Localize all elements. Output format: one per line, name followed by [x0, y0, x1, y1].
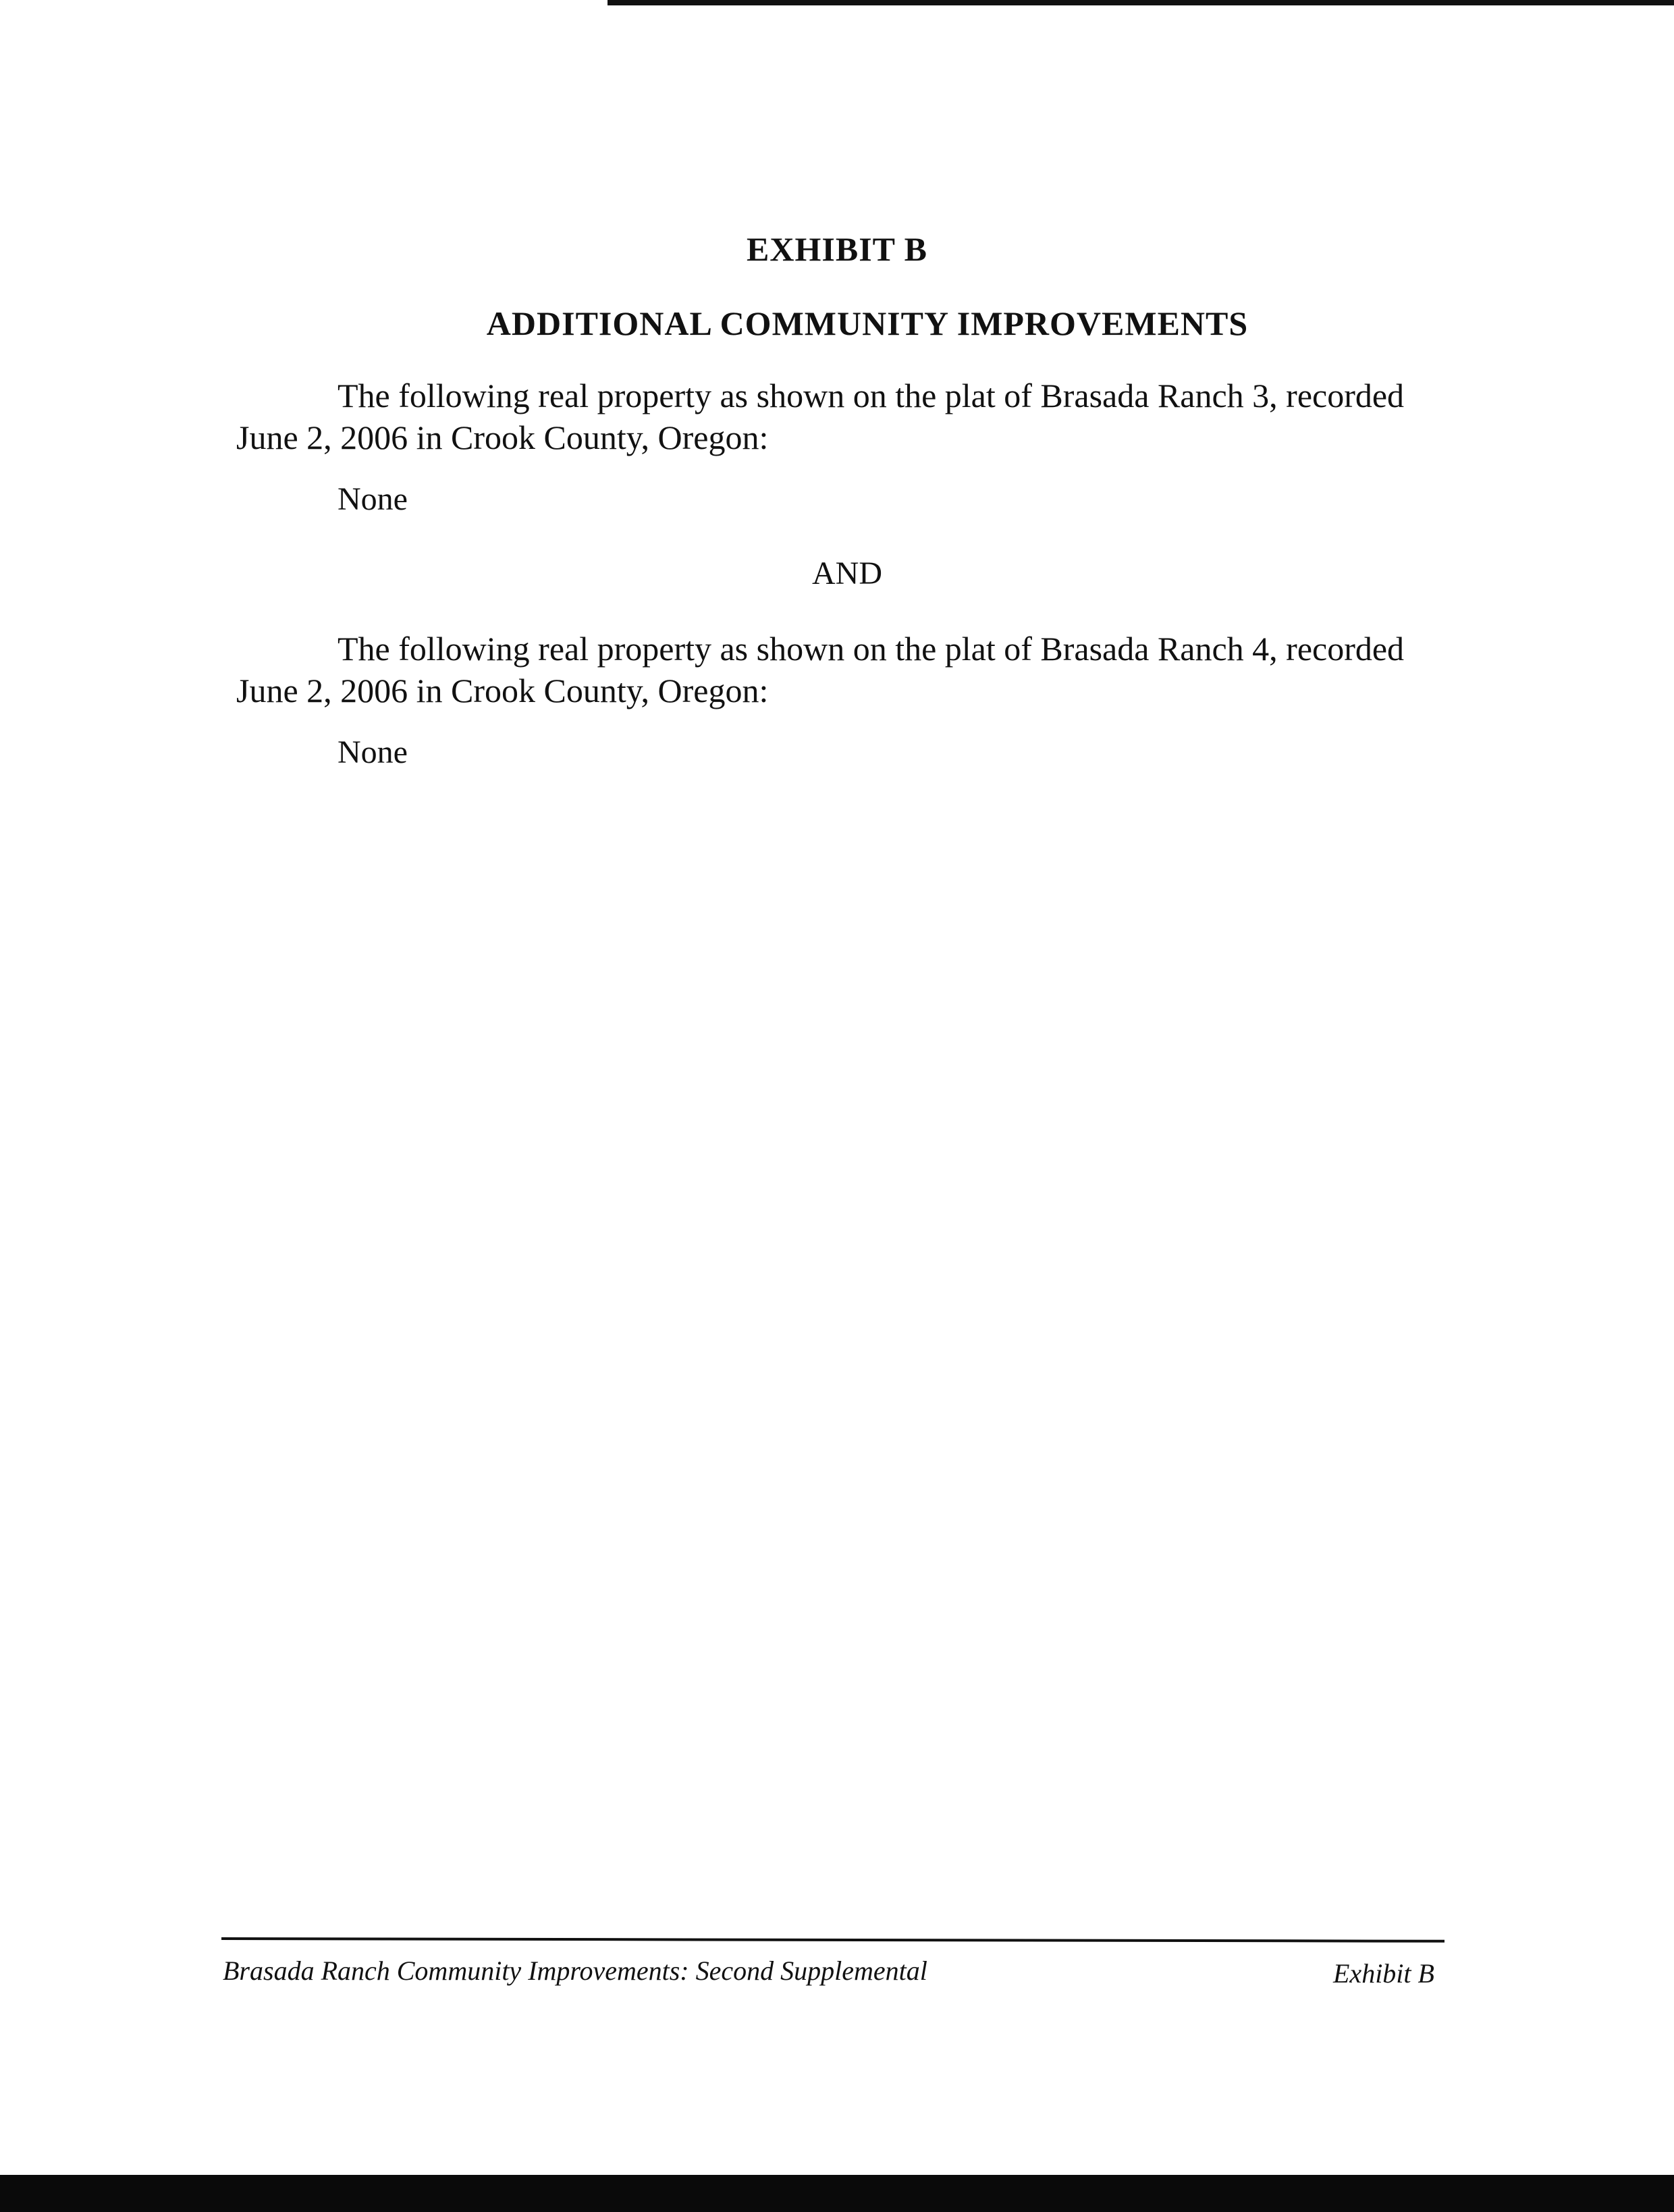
value-none-ranch-3: None [338, 481, 408, 517]
paragraph-brasada-ranch-3 [236, 375, 1424, 458]
footer-document-title: Brasada Ranch Community Improvements: Second Supplemental [223, 1955, 927, 1986]
paragraph-text: The following real property as shown on the plat of Brasada Ranch 3, recorded June 2, 2006 in Crook County, Oregon: [236, 377, 1405, 456]
paragraph-text: The following real property as shown on the plat of Brasada Ranch 4, recorded June 2, 2006 in Crook County, Oregon: [236, 630, 1405, 709]
scan-bottom-edge [0, 2175, 1674, 2212]
and-separator: AND [812, 556, 882, 591]
value-none-ranch-4: None [338, 734, 408, 770]
scan-top-edge [608, 0, 1674, 5]
section-title: ADDITIONAL COMMUNITY IMPROVEMENTS [486, 304, 1249, 342]
footer-rule [221, 1937, 1444, 1943]
footer-exhibit-label: Exhibit B [1333, 1958, 1434, 1989]
exhibit-title: EXHIBIT B [747, 230, 927, 268]
paragraph-brasada-ranch-4 [236, 628, 1424, 711]
